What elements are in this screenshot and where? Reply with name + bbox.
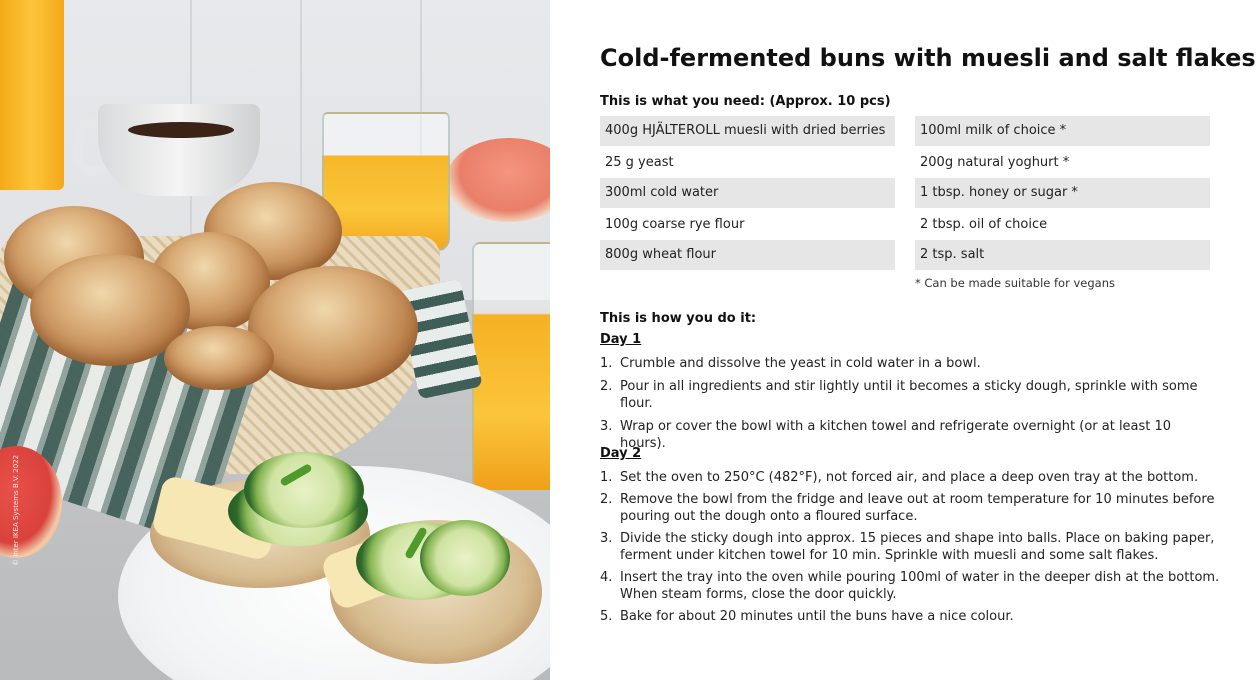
cucumber-slice bbox=[244, 452, 364, 528]
ingredient-item: 2 tsp. salt bbox=[915, 240, 1210, 270]
method-step bbox=[600, 469, 1220, 486]
vegan-footnote: * Can be made suitable for vegans bbox=[915, 276, 1115, 290]
method-heading: This is how you do it: bbox=[600, 311, 757, 326]
step-text: Insert the tray into the oven while pouring 100ml of water in the deeper dish at the bottom. When steam forms, close the door quickly. bbox=[620, 570, 1220, 602]
step-number: 4. bbox=[600, 570, 613, 585]
step-text: Crumble and dissolve the yeast in cold water in a bowl. bbox=[620, 356, 981, 371]
muesli-bun bbox=[248, 266, 418, 390]
step-text: Wrap or cover the bowl with a kitchen towel and refrigerate overnight (or at least 10 hours). bbox=[620, 419, 1172, 451]
step-number: 2. bbox=[600, 492, 613, 507]
coffee bbox=[128, 122, 234, 138]
recipe-title: Cold-fermented buns with muesli and salt flakes bbox=[600, 44, 1256, 72]
orange-juice-glass bbox=[472, 242, 550, 492]
method-step bbox=[600, 378, 1220, 412]
ingredient-item: 800g wheat flour bbox=[600, 240, 895, 270]
step-text: Divide the sticky dough into approx. 15 pieces and shape into balls. Place on baking paper, ferment under kitchen towel for 10 min. Sprinkle with muesli and some salt flakes. bbox=[620, 531, 1215, 563]
method-step bbox=[600, 569, 1220, 603]
method-step bbox=[600, 355, 1220, 372]
day-2-heading: Day 2 bbox=[600, 446, 642, 461]
day-2-steps bbox=[600, 469, 1220, 625]
step-number: 1. bbox=[600, 356, 613, 371]
step-text: Bake for about 20 minutes until the buns have a nice colour. bbox=[620, 609, 1014, 624]
method-step bbox=[600, 530, 1220, 564]
muesli-bun bbox=[164, 326, 274, 390]
ingredients-list-left bbox=[600, 116, 895, 271]
ingredients-heading: This is what you need: (Approx. 10 pcs) bbox=[600, 94, 891, 109]
day-1-steps bbox=[600, 355, 1220, 452]
step-text: Set the oven to 250°C (482°F), not forced air, and place a deep oven tray at the bottom. bbox=[620, 470, 1199, 485]
recipe-photo bbox=[0, 0, 550, 680]
method-step bbox=[600, 608, 1220, 625]
orange-juice-glass bbox=[0, 0, 64, 190]
ingredient-item: 2 tbsp. oil of choice bbox=[920, 217, 1048, 232]
ingredient-item: 200g natural yoghurt * bbox=[920, 155, 1070, 170]
method-step bbox=[600, 491, 1220, 525]
cucumber-slice bbox=[420, 520, 510, 596]
grapefruit-half bbox=[446, 138, 550, 222]
step-number: 5. bbox=[600, 609, 613, 624]
day-1-heading: Day 1 bbox=[600, 332, 642, 347]
step-number: 1. bbox=[600, 470, 613, 485]
recipe-panel bbox=[600, 0, 1256, 680]
photo-credit: © Inter IKEA Systems B.V. 2022 bbox=[12, 454, 20, 566]
step-number: 3. bbox=[600, 419, 613, 434]
method-step bbox=[600, 418, 1220, 452]
step-text: Pour in all ingredients and stir lightly until it becomes a sticky dough, sprinkle with some flour. bbox=[620, 379, 1198, 411]
ingredient-item: 1 tbsp. honey or sugar * bbox=[915, 178, 1210, 208]
ingredient-item: 100g coarse rye flour bbox=[605, 217, 745, 232]
step-text: Remove the bowl from the fridge and leave out at room temperature for 10 minutes before pouring out the dough onto a floured surface. bbox=[620, 492, 1215, 524]
ingredient-item: 300ml cold water bbox=[600, 178, 895, 208]
ingredient-item: 400g HJÄLTEROLL muesli with dried berries bbox=[600, 116, 895, 146]
ingredients-list-right bbox=[915, 116, 1210, 271]
ingredient-item: 100ml milk of choice * bbox=[915, 116, 1210, 146]
coffee-cup bbox=[98, 104, 260, 196]
step-number: 2. bbox=[600, 379, 613, 394]
ingredient-item: 25 g yeast bbox=[605, 155, 674, 170]
step-number: 3. bbox=[600, 531, 613, 546]
